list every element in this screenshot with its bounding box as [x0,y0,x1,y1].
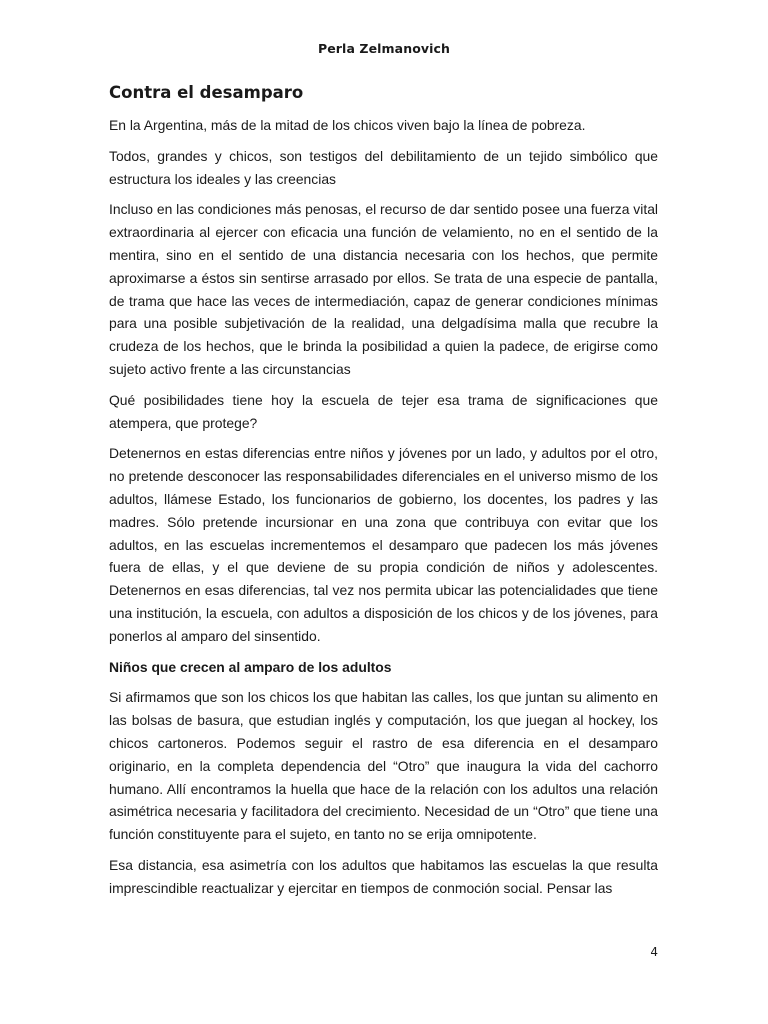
running-header-author: Perla Zelmanovich [317,41,451,56]
section-title: Contra el desamparo [109,83,304,102]
body-paragraph: Si afirmamos que son los chicos los que habitan las calles, los que juntan su alimento en las bolsas de basura, que estudian inglés y computación, los que juegan al hockey, los chicos cartoneros. Podemos seguir el rastro de esa diferencia en el desamparo originario, en la completa dependencia del “Otro” que inaugura la vida del cachorro humano. Allí encontramos la huella que hace de la relación con los adultos una relación asimétrica necesaria y facilitadora del crecimiento. Necesidad de un “Otro” que tiene una función constituyente para el sujeto, en tanto no se erija omnipotente. [109,689,658,843]
body-paragraph: Esa distancia, esa asimetría con los adultos que habitamos las escuelas la que resulta imprescindible reactualizar y ejercitar en tiempos de conmoción social. Pensar las [109,856,658,896]
body-paragraph: Todos, grandes y chicos, son testigos del debilitamiento de un tejido simbólico que estructura los ideales y las creencias [109,147,658,187]
body-paragraph: Qué posibilidades tiene hoy la escuela de tejer esa trama de significaciones que atempera, que protege? [109,391,658,431]
page-number: 4 [650,945,658,959]
subsection-title: Niños que crecen al amparo de los adultos [109,658,392,675]
body-paragraph: Detenernos en estas diferencias entre niños y jóvenes por un lado, y adultos por el otro, no pretende desconocer las responsabilidades diferenciales en el universo mismo de los adultos, llámese Estado, los funcionarios de gobierno, los docentes, los padres y las madres. Sólo pretende incursionar en una zona que contribuya con evitar que los adultos, en las escuelas incrementemos el desamparo que padecen los más jóvenes fuera de ellas, y el que deviene de su propia condición de niños y adolescentes. Detenernos en esas diferencias, tal vez nos permita ubicar las potencialidades que tiene una institución, la escuela, con adultos a disposición de los chicos y de los jóvenes, para ponerlos al amparo del sinsentido. [109,445,658,644]
body-paragraph: Incluso en las condiciones más penosas, el recurso de dar sentido posee una fuerza vital extraordinaria al ejercer con eficacia una función de velamiento, no en el sentido de la mentira, sino en el sentido de una distancia necesaria con los hechos, que permite aproximarse a éstos sin sentirse arrasado por ellos. Se trata de una especie de pantalla, de trama que hace las veces de intermediación, capaz de generar condiciones mínimas para una posible subjetivación de la realidad, una delgadísima malla que recubre la crudeza de los hechos, que le brinda la posibilidad a quien la padece, de erigirse como sujeto activo frente a las circunstancias [109,201,659,377]
body-paragraph: En la Argentina, más de la mitad de los chicos viven bajo la línea de pobreza. [109,117,586,133]
page-content [109,82,658,908]
